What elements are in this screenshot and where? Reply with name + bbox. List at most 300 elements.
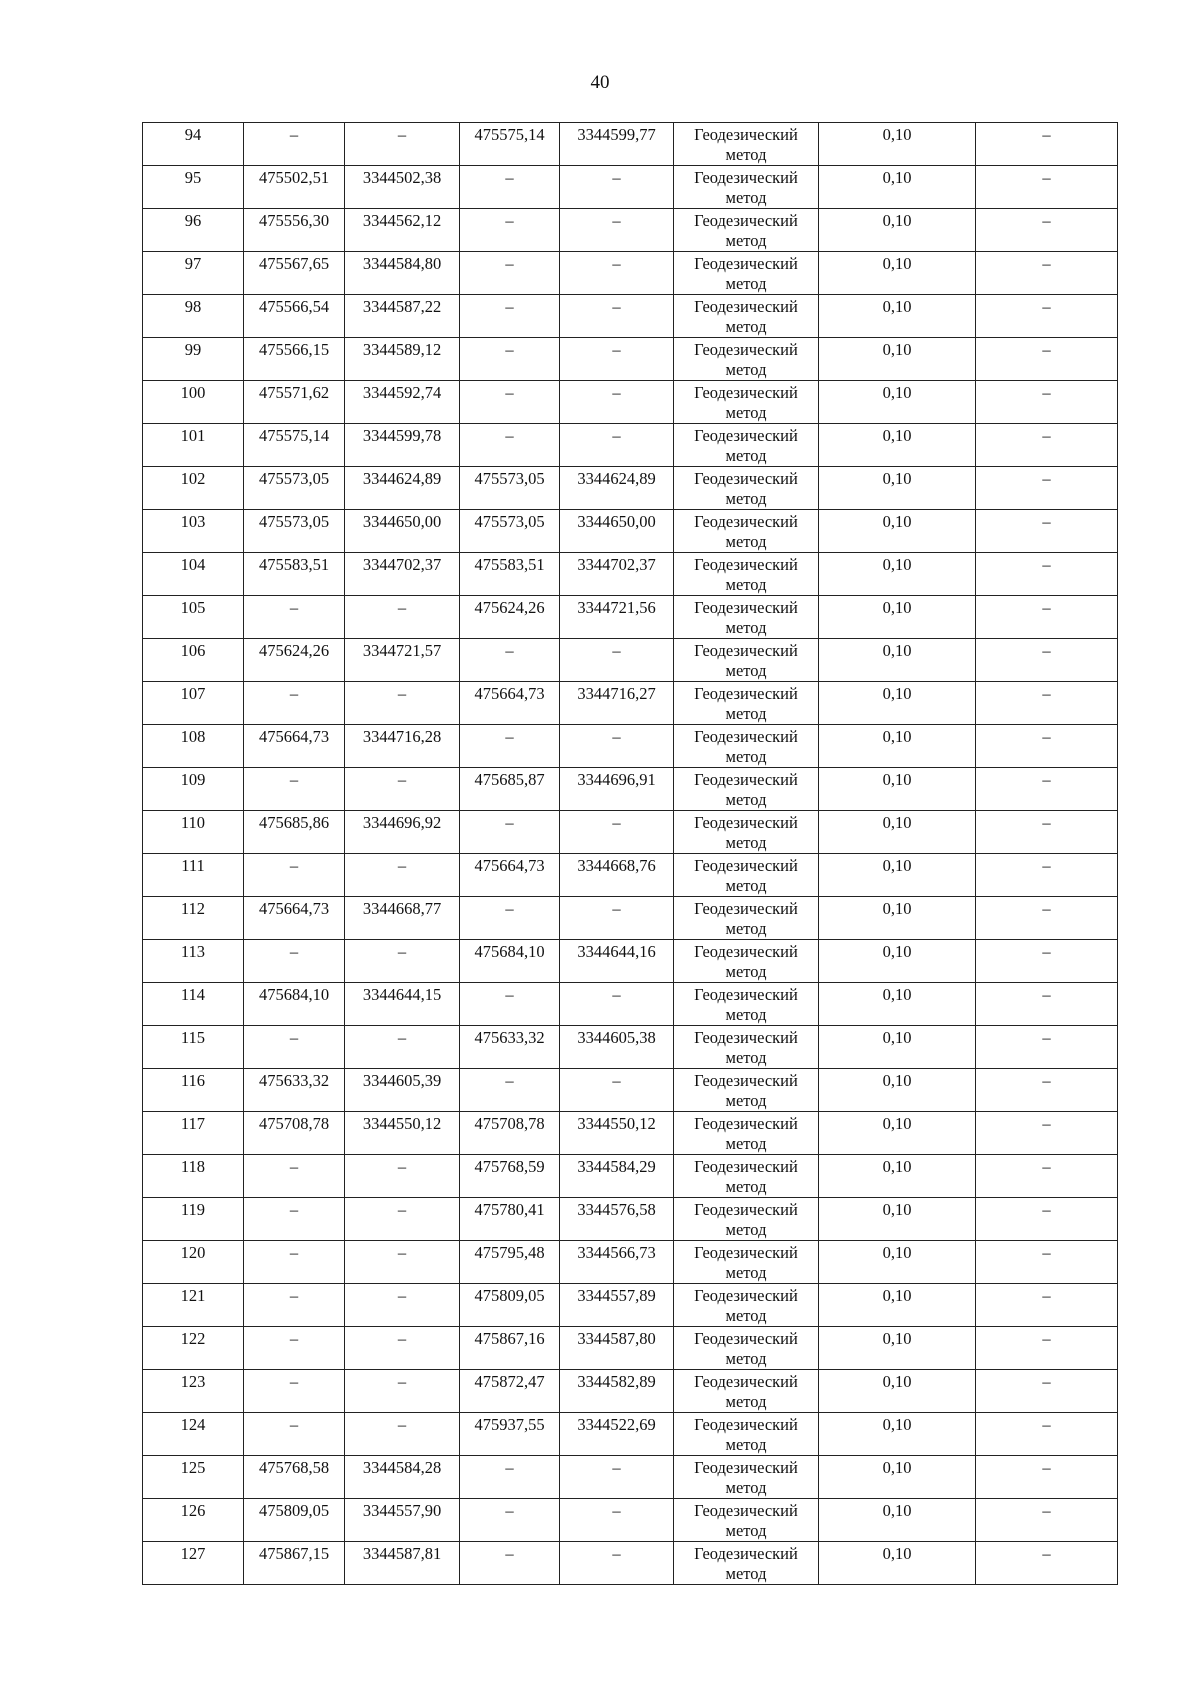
existing-x-cell xyxy=(244,983,345,1026)
new-y-cell xyxy=(560,682,674,725)
existing-y-value: – xyxy=(397,1157,407,1176)
existing-y-value: – xyxy=(397,856,407,875)
point-number-cell xyxy=(143,1542,244,1585)
method-value: Геодезический метод xyxy=(694,598,798,637)
new-y-value: 3344582,89 xyxy=(577,1372,656,1391)
note-cell xyxy=(976,897,1118,940)
existing-x-cell xyxy=(244,424,345,467)
method-cell xyxy=(674,811,819,854)
new-y-cell xyxy=(560,467,674,510)
note-value: – xyxy=(1042,1200,1051,1219)
new-x-value: 475795,48 xyxy=(474,1243,545,1262)
point-number-value: 118 xyxy=(180,1157,206,1176)
method-cell xyxy=(674,768,819,811)
new-y-cell xyxy=(560,725,674,768)
existing-x-cell xyxy=(244,123,345,166)
method-cell xyxy=(674,639,819,682)
note-cell xyxy=(976,1456,1118,1499)
accuracy-value: 0,10 xyxy=(882,727,912,746)
accuracy-cell xyxy=(819,166,976,209)
existing-y-value: 3344668,77 xyxy=(362,899,442,918)
point-number-cell xyxy=(143,381,244,424)
note-cell xyxy=(976,1327,1118,1370)
new-y-cell xyxy=(560,1456,674,1499)
accuracy-cell xyxy=(819,209,976,252)
new-y-value: 3344624,89 xyxy=(577,469,656,488)
new-x-cell xyxy=(460,854,560,897)
new-x-value: 475867,16 xyxy=(474,1329,545,1348)
note-cell xyxy=(976,553,1118,596)
note-cell xyxy=(976,338,1118,381)
existing-x-value: – xyxy=(289,856,299,875)
method-cell xyxy=(674,209,819,252)
note-cell xyxy=(976,1026,1118,1069)
note-value: – xyxy=(1042,1329,1051,1348)
note-cell xyxy=(976,1284,1118,1327)
accuracy-cell xyxy=(819,1413,976,1456)
existing-x-value: 475708,78 xyxy=(258,1114,330,1133)
existing-x-cell xyxy=(244,725,345,768)
point-number-value: 100 xyxy=(180,383,206,402)
note-value: – xyxy=(1042,1243,1051,1262)
existing-x-cell xyxy=(244,1284,345,1327)
method-cell xyxy=(674,252,819,295)
point-number-value: 107 xyxy=(180,684,206,703)
method-value: Геодезический метод xyxy=(694,469,798,508)
new-y-cell xyxy=(560,166,674,209)
new-x-cell xyxy=(460,209,560,252)
note-value: – xyxy=(1042,168,1051,187)
accuracy-value: 0,10 xyxy=(882,512,912,531)
new-x-value: – xyxy=(505,813,514,832)
accuracy-value: 0,10 xyxy=(882,211,912,230)
note-value: – xyxy=(1042,1028,1051,1047)
accuracy-cell xyxy=(819,1284,976,1327)
method-cell xyxy=(674,1327,819,1370)
point-number-cell xyxy=(143,1069,244,1112)
existing-y-cell xyxy=(345,1241,460,1284)
method-value: Геодезический метод xyxy=(694,985,798,1024)
table-row xyxy=(143,424,1118,467)
new-y-cell xyxy=(560,1112,674,1155)
method-value: Геодезический метод xyxy=(694,555,798,594)
table-row xyxy=(143,940,1118,983)
existing-x-value: – xyxy=(289,1243,299,1262)
new-y-value: – xyxy=(612,297,621,316)
method-value: Геодезический метод xyxy=(694,1372,798,1411)
new-x-cell xyxy=(460,1456,560,1499)
existing-y-value: 3344716,28 xyxy=(362,727,442,746)
accuracy-value: 0,10 xyxy=(882,684,912,703)
accuracy-cell xyxy=(819,1069,976,1112)
point-number-cell xyxy=(143,166,244,209)
new-y-value: – xyxy=(612,211,621,230)
method-value: Геодезический метод xyxy=(694,1286,798,1325)
accuracy-cell xyxy=(819,1026,976,1069)
point-number-value: 97 xyxy=(184,254,202,273)
existing-x-value: 475664,73 xyxy=(258,899,330,918)
method-cell xyxy=(674,1069,819,1112)
method-cell xyxy=(674,1112,819,1155)
method-value: Геодезический метод xyxy=(694,1544,798,1583)
new-y-value: 3344599,77 xyxy=(577,125,656,144)
point-number-cell xyxy=(143,1499,244,1542)
method-cell xyxy=(674,553,819,596)
accuracy-value: 0,10 xyxy=(882,641,912,660)
point-number-value: 117 xyxy=(180,1114,206,1133)
point-number-cell xyxy=(143,123,244,166)
note-cell xyxy=(976,1155,1118,1198)
existing-x-cell xyxy=(244,1241,345,1284)
table-row xyxy=(143,510,1118,553)
new-x-cell xyxy=(460,768,560,811)
table-row xyxy=(143,639,1118,682)
new-y-cell xyxy=(560,1284,674,1327)
new-x-cell xyxy=(460,252,560,295)
note-value: – xyxy=(1042,254,1051,273)
method-value: Геодезический метод xyxy=(694,211,798,250)
existing-x-value: 475573,05 xyxy=(258,512,330,531)
new-y-value: 3344644,16 xyxy=(577,942,656,961)
existing-x-cell xyxy=(244,209,345,252)
new-x-value: 475624,26 xyxy=(474,598,545,617)
note-cell xyxy=(976,1499,1118,1542)
method-value: Геодезический метод xyxy=(694,340,798,379)
point-number-value: 110 xyxy=(180,813,206,832)
accuracy-value: 0,10 xyxy=(882,1200,912,1219)
table-row xyxy=(143,1112,1118,1155)
accuracy-cell xyxy=(819,725,976,768)
existing-x-value: 475575,14 xyxy=(258,426,330,445)
method-cell xyxy=(674,1026,819,1069)
point-number-cell xyxy=(143,682,244,725)
table-row xyxy=(143,295,1118,338)
new-y-cell xyxy=(560,854,674,897)
existing-y-cell xyxy=(345,1542,460,1585)
point-number-cell xyxy=(143,1370,244,1413)
new-x-value: – xyxy=(505,340,514,359)
table-row xyxy=(143,1069,1118,1112)
accuracy-cell xyxy=(819,1198,976,1241)
new-x-cell xyxy=(460,1413,560,1456)
new-y-cell xyxy=(560,940,674,983)
note-cell xyxy=(976,510,1118,553)
point-number-cell xyxy=(143,1026,244,1069)
table-row xyxy=(143,1026,1118,1069)
note-value: – xyxy=(1042,1501,1051,1520)
existing-x-value: 475633,32 xyxy=(258,1071,330,1090)
point-number-cell xyxy=(143,1456,244,1499)
existing-x-value: 475571,62 xyxy=(258,383,330,402)
existing-x-value: 475809,05 xyxy=(258,1501,330,1520)
existing-y-value: – xyxy=(397,125,407,144)
method-value: Геодезический метод xyxy=(694,1501,798,1540)
point-number-value: 122 xyxy=(180,1329,206,1348)
existing-x-cell xyxy=(244,682,345,725)
note-cell xyxy=(976,1241,1118,1284)
existing-x-value: – xyxy=(289,684,299,703)
method-value: Геодезический метод xyxy=(694,641,798,680)
accuracy-value: 0,10 xyxy=(882,297,912,316)
note-value: – xyxy=(1042,899,1051,918)
existing-x-cell xyxy=(244,510,345,553)
new-y-value: 3344721,56 xyxy=(577,598,656,617)
existing-x-cell xyxy=(244,1198,345,1241)
method-value: Геодезический метод xyxy=(694,813,798,852)
table-row xyxy=(143,1456,1118,1499)
new-y-cell xyxy=(560,1198,674,1241)
existing-y-value: 3344599,78 xyxy=(362,426,442,445)
existing-x-value: 475624,26 xyxy=(258,641,330,660)
existing-x-cell xyxy=(244,1112,345,1155)
existing-x-cell xyxy=(244,1370,345,1413)
existing-y-cell xyxy=(345,1413,460,1456)
new-y-value: – xyxy=(612,426,621,445)
new-y-value: 3344702,37 xyxy=(577,555,656,574)
table-row xyxy=(143,1155,1118,1198)
new-y-cell xyxy=(560,1026,674,1069)
existing-x-value: – xyxy=(289,1200,299,1219)
existing-y-cell xyxy=(345,1026,460,1069)
accuracy-value: 0,10 xyxy=(882,1243,912,1262)
table-row xyxy=(143,854,1118,897)
existing-y-value: 3344587,22 xyxy=(362,297,442,316)
method-value: Геодезический метод xyxy=(694,297,798,336)
point-number-cell xyxy=(143,252,244,295)
new-x-value: – xyxy=(505,641,514,660)
accuracy-value: 0,10 xyxy=(882,254,912,273)
method-cell xyxy=(674,596,819,639)
existing-y-cell xyxy=(345,983,460,1026)
note-cell xyxy=(976,639,1118,682)
note-value: – xyxy=(1042,469,1051,488)
existing-x-cell xyxy=(244,897,345,940)
method-cell xyxy=(674,983,819,1026)
existing-x-cell xyxy=(244,1413,345,1456)
accuracy-value: 0,10 xyxy=(882,899,912,918)
note-cell xyxy=(976,123,1118,166)
point-number-value: 112 xyxy=(180,899,206,918)
new-y-value: – xyxy=(612,641,621,660)
new-x-value: – xyxy=(505,168,514,187)
point-number-value: 113 xyxy=(180,942,206,961)
method-value: Геодезический метод xyxy=(694,684,798,723)
accuracy-cell xyxy=(819,1456,976,1499)
existing-y-value: 3344650,00 xyxy=(362,512,442,531)
point-number-value: 125 xyxy=(180,1458,206,1477)
existing-x-value: 475566,54 xyxy=(258,297,330,316)
accuracy-value: 0,10 xyxy=(882,1286,912,1305)
note-cell xyxy=(976,682,1118,725)
existing-x-value: – xyxy=(289,1286,299,1305)
new-y-cell xyxy=(560,252,674,295)
existing-y-cell xyxy=(345,424,460,467)
point-number-value: 104 xyxy=(180,555,206,574)
existing-x-cell xyxy=(244,811,345,854)
new-x-value: 475780,41 xyxy=(474,1200,545,1219)
new-x-value: – xyxy=(505,1458,514,1477)
existing-y-cell xyxy=(345,252,460,295)
new-y-value: 3344716,27 xyxy=(577,684,656,703)
new-x-cell xyxy=(460,467,560,510)
method-cell xyxy=(674,1241,819,1284)
point-number-value: 114 xyxy=(180,985,206,1004)
new-x-cell xyxy=(460,1026,560,1069)
existing-x-cell xyxy=(244,252,345,295)
existing-y-value: – xyxy=(397,684,407,703)
note-value: – xyxy=(1042,1071,1051,1090)
point-number-cell xyxy=(143,1413,244,1456)
method-value: Геодезический метод xyxy=(694,1458,798,1497)
new-x-cell xyxy=(460,1241,560,1284)
existing-y-value: 3344584,80 xyxy=(362,254,442,273)
new-y-value: 3344650,00 xyxy=(577,512,656,531)
accuracy-cell xyxy=(819,381,976,424)
note-cell xyxy=(976,983,1118,1026)
new-x-value: – xyxy=(505,727,514,746)
new-y-cell xyxy=(560,510,674,553)
existing-x-cell xyxy=(244,295,345,338)
point-number-value: 101 xyxy=(180,426,206,445)
table-row xyxy=(143,209,1118,252)
point-number-cell xyxy=(143,1284,244,1327)
accuracy-cell xyxy=(819,854,976,897)
accuracy-value: 0,10 xyxy=(882,1329,912,1348)
method-value: Геодезический метод xyxy=(694,727,798,766)
point-number-cell xyxy=(143,811,244,854)
method-cell xyxy=(674,1198,819,1241)
table-row xyxy=(143,166,1118,209)
method-value: Геодезический метод xyxy=(694,168,798,207)
accuracy-cell xyxy=(819,639,976,682)
existing-y-value: 3344557,90 xyxy=(362,1501,442,1520)
new-y-value: 3344522,69 xyxy=(577,1415,656,1434)
method-cell xyxy=(674,1413,819,1456)
note-value: – xyxy=(1042,1372,1051,1391)
method-cell xyxy=(674,338,819,381)
new-x-cell xyxy=(460,1327,560,1370)
note-value: – xyxy=(1042,211,1051,230)
new-x-cell xyxy=(460,166,560,209)
existing-y-cell xyxy=(345,1456,460,1499)
accuracy-cell xyxy=(819,682,976,725)
note-cell xyxy=(976,381,1118,424)
note-value: – xyxy=(1042,985,1051,1004)
existing-y-value: – xyxy=(397,1028,407,1047)
new-y-cell xyxy=(560,811,674,854)
note-value: – xyxy=(1042,942,1051,961)
accuracy-value: 0,10 xyxy=(882,555,912,574)
method-cell xyxy=(674,381,819,424)
new-x-cell xyxy=(460,639,560,682)
new-y-cell xyxy=(560,553,674,596)
accuracy-value: 0,10 xyxy=(882,856,912,875)
method-cell xyxy=(674,940,819,983)
new-x-cell xyxy=(460,897,560,940)
point-number-value: 123 xyxy=(180,1372,206,1391)
method-value: Геодезический метод xyxy=(694,1243,798,1282)
new-x-value: – xyxy=(505,1544,514,1563)
new-x-cell xyxy=(460,1155,560,1198)
note-value: – xyxy=(1042,125,1051,144)
point-number-value: 94 xyxy=(184,125,202,144)
method-value: Геодезический метод xyxy=(694,1028,798,1067)
point-number-cell xyxy=(143,639,244,682)
existing-x-value: – xyxy=(289,125,299,144)
point-number-cell xyxy=(143,467,244,510)
accuracy-value: 0,10 xyxy=(882,1415,912,1434)
table-row xyxy=(143,1370,1118,1413)
new-x-cell xyxy=(460,811,560,854)
table-row xyxy=(143,725,1118,768)
existing-y-value: – xyxy=(397,1243,407,1262)
new-x-value: 475583,51 xyxy=(474,555,545,574)
existing-y-cell xyxy=(345,166,460,209)
point-number-value: 105 xyxy=(180,598,206,617)
accuracy-value: 0,10 xyxy=(882,340,912,359)
existing-y-value: – xyxy=(397,1200,407,1219)
existing-y-value: 3344584,28 xyxy=(362,1458,442,1477)
existing-x-cell xyxy=(244,1069,345,1112)
accuracy-cell xyxy=(819,295,976,338)
table-row xyxy=(143,381,1118,424)
method-cell xyxy=(674,1456,819,1499)
accuracy-value: 0,10 xyxy=(882,985,912,1004)
method-cell xyxy=(674,166,819,209)
existing-y-value: 3344587,81 xyxy=(362,1544,442,1563)
method-value: Геодезический метод xyxy=(694,426,798,465)
table-row xyxy=(143,1198,1118,1241)
point-number-cell xyxy=(143,854,244,897)
new-y-cell xyxy=(560,768,674,811)
existing-x-value: – xyxy=(289,770,299,789)
accuracy-value: 0,10 xyxy=(882,1544,912,1563)
existing-y-cell xyxy=(345,682,460,725)
accuracy-cell xyxy=(819,424,976,467)
note-value: – xyxy=(1042,856,1051,875)
existing-y-cell xyxy=(345,338,460,381)
new-x-value: 475872,47 xyxy=(474,1372,545,1391)
existing-y-value: 3344502,38 xyxy=(362,168,442,187)
point-number-cell xyxy=(143,553,244,596)
new-x-value: 475708,78 xyxy=(474,1114,545,1133)
point-number-cell xyxy=(143,596,244,639)
point-number-value: 108 xyxy=(180,727,206,746)
accuracy-cell xyxy=(819,1112,976,1155)
new-y-value: 3344576,58 xyxy=(577,1200,656,1219)
table-row xyxy=(143,123,1118,166)
note-cell xyxy=(976,940,1118,983)
accuracy-cell xyxy=(819,123,976,166)
new-y-cell xyxy=(560,1370,674,1413)
point-number-value: 126 xyxy=(180,1501,206,1520)
new-y-cell xyxy=(560,639,674,682)
existing-y-cell xyxy=(345,639,460,682)
existing-x-cell xyxy=(244,1327,345,1370)
new-x-cell xyxy=(460,1370,560,1413)
accuracy-value: 0,10 xyxy=(882,1157,912,1176)
new-x-value: – xyxy=(505,1071,514,1090)
existing-x-value: 475502,51 xyxy=(258,168,330,187)
existing-y-value: 3344605,39 xyxy=(362,1071,442,1090)
method-value: Геодезический метод xyxy=(694,1200,798,1239)
existing-y-cell xyxy=(345,295,460,338)
new-y-value: – xyxy=(612,727,621,746)
method-value: Геодезический метод xyxy=(694,1415,798,1454)
new-y-value: 3344605,38 xyxy=(577,1028,656,1047)
new-y-cell xyxy=(560,1069,674,1112)
note-cell xyxy=(976,1542,1118,1585)
